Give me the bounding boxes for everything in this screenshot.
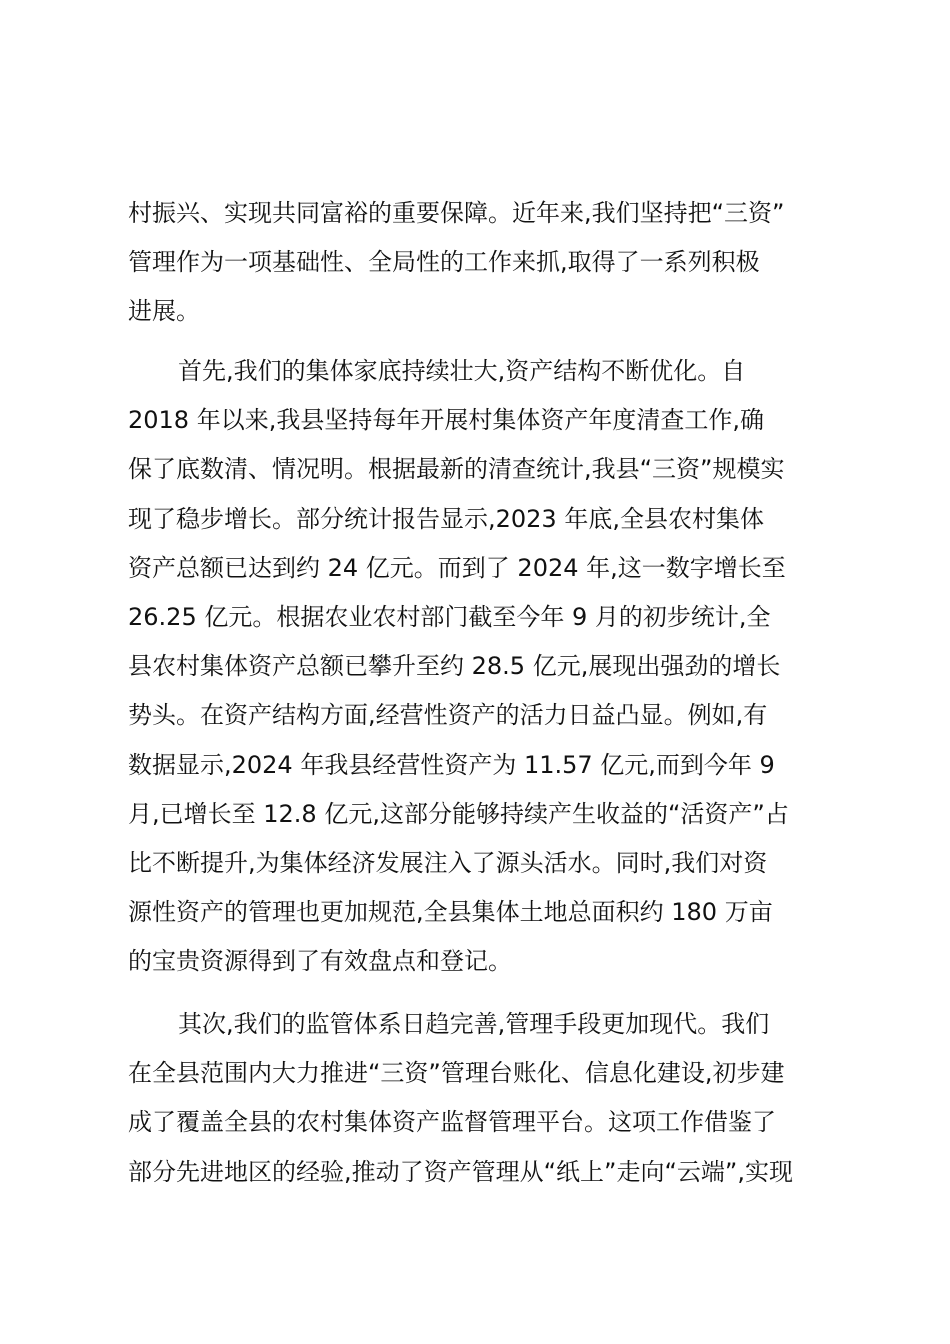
text-line: 资产总额已达到约 24 亿元。而到了 2024 年,这一数字增长至	[128, 553, 786, 582]
text-line: 成了覆盖全县的农村集体资产监督管理平台。这项工作借鉴了	[128, 1108, 776, 1137]
text-line: 数据显示,2024 年我县经营性资产为 11.57 亿元,而到今年 9	[128, 750, 775, 779]
text-line: 县农村集体资产总额已攀升至约 28.5 亿元,展现出强劲的增长	[128, 652, 781, 681]
text-line: 26.25 亿元。根据农业农村部门截至今年 9 月的初步统计,全	[128, 602, 771, 631]
text-line: 村振兴、实现共同富裕的重要保障。近年来,我们坚持把“三资”	[128, 199, 785, 227]
paragraph-3	[128, 1000, 828, 1197]
text-line: 势头。在资产结构方面,经营性资产的活力日益凸显。例如,有	[128, 701, 768, 730]
text-line: 2018 年以来,我县坚持每年开展村集体资产年度清查工作,确	[128, 406, 764, 435]
text-line: 在全县范围内大力推进“三资”管理台账化、信息化建设,初步建	[128, 1059, 785, 1088]
text-line: 部分先进地区的经验,推动了资产管理从“纸上”走向“云端”,实现	[128, 1157, 793, 1186]
text-line: 比不断提升,为集体经济发展注入了源头活水。同时,我们对资	[128, 848, 768, 877]
text-line: 首先,我们的集体家底持续壮大,资产结构不断优化。自	[178, 357, 746, 385]
paragraph-1	[128, 189, 828, 337]
text-line: 保了底数清、情况明。根据最新的清查统计,我县“三资”规模实	[128, 455, 785, 484]
text-line: 的宝贵资源得到了有效盘点和登记。	[128, 947, 512, 976]
paragraph-2	[128, 347, 828, 986]
text-line: 月,已增长至 12.8 亿元,这部分能够持续产生收益的“活资产”占	[128, 799, 789, 828]
text-line: 其次,我们的监管体系日趋完善,管理手段更加现代。我们	[178, 1010, 770, 1038]
text-line: 源性资产的管理也更加规范,全县集体土地总面积约 180 万亩	[128, 898, 773, 927]
text-line: 现了稳步增长。部分统计报告显示,2023 年底,全县农村集体	[128, 504, 764, 533]
text-line: 管理作为一项基础性、全局性的工作来抓,取得了一系列积极	[128, 248, 760, 277]
text-line: 进展。	[128, 297, 200, 326]
